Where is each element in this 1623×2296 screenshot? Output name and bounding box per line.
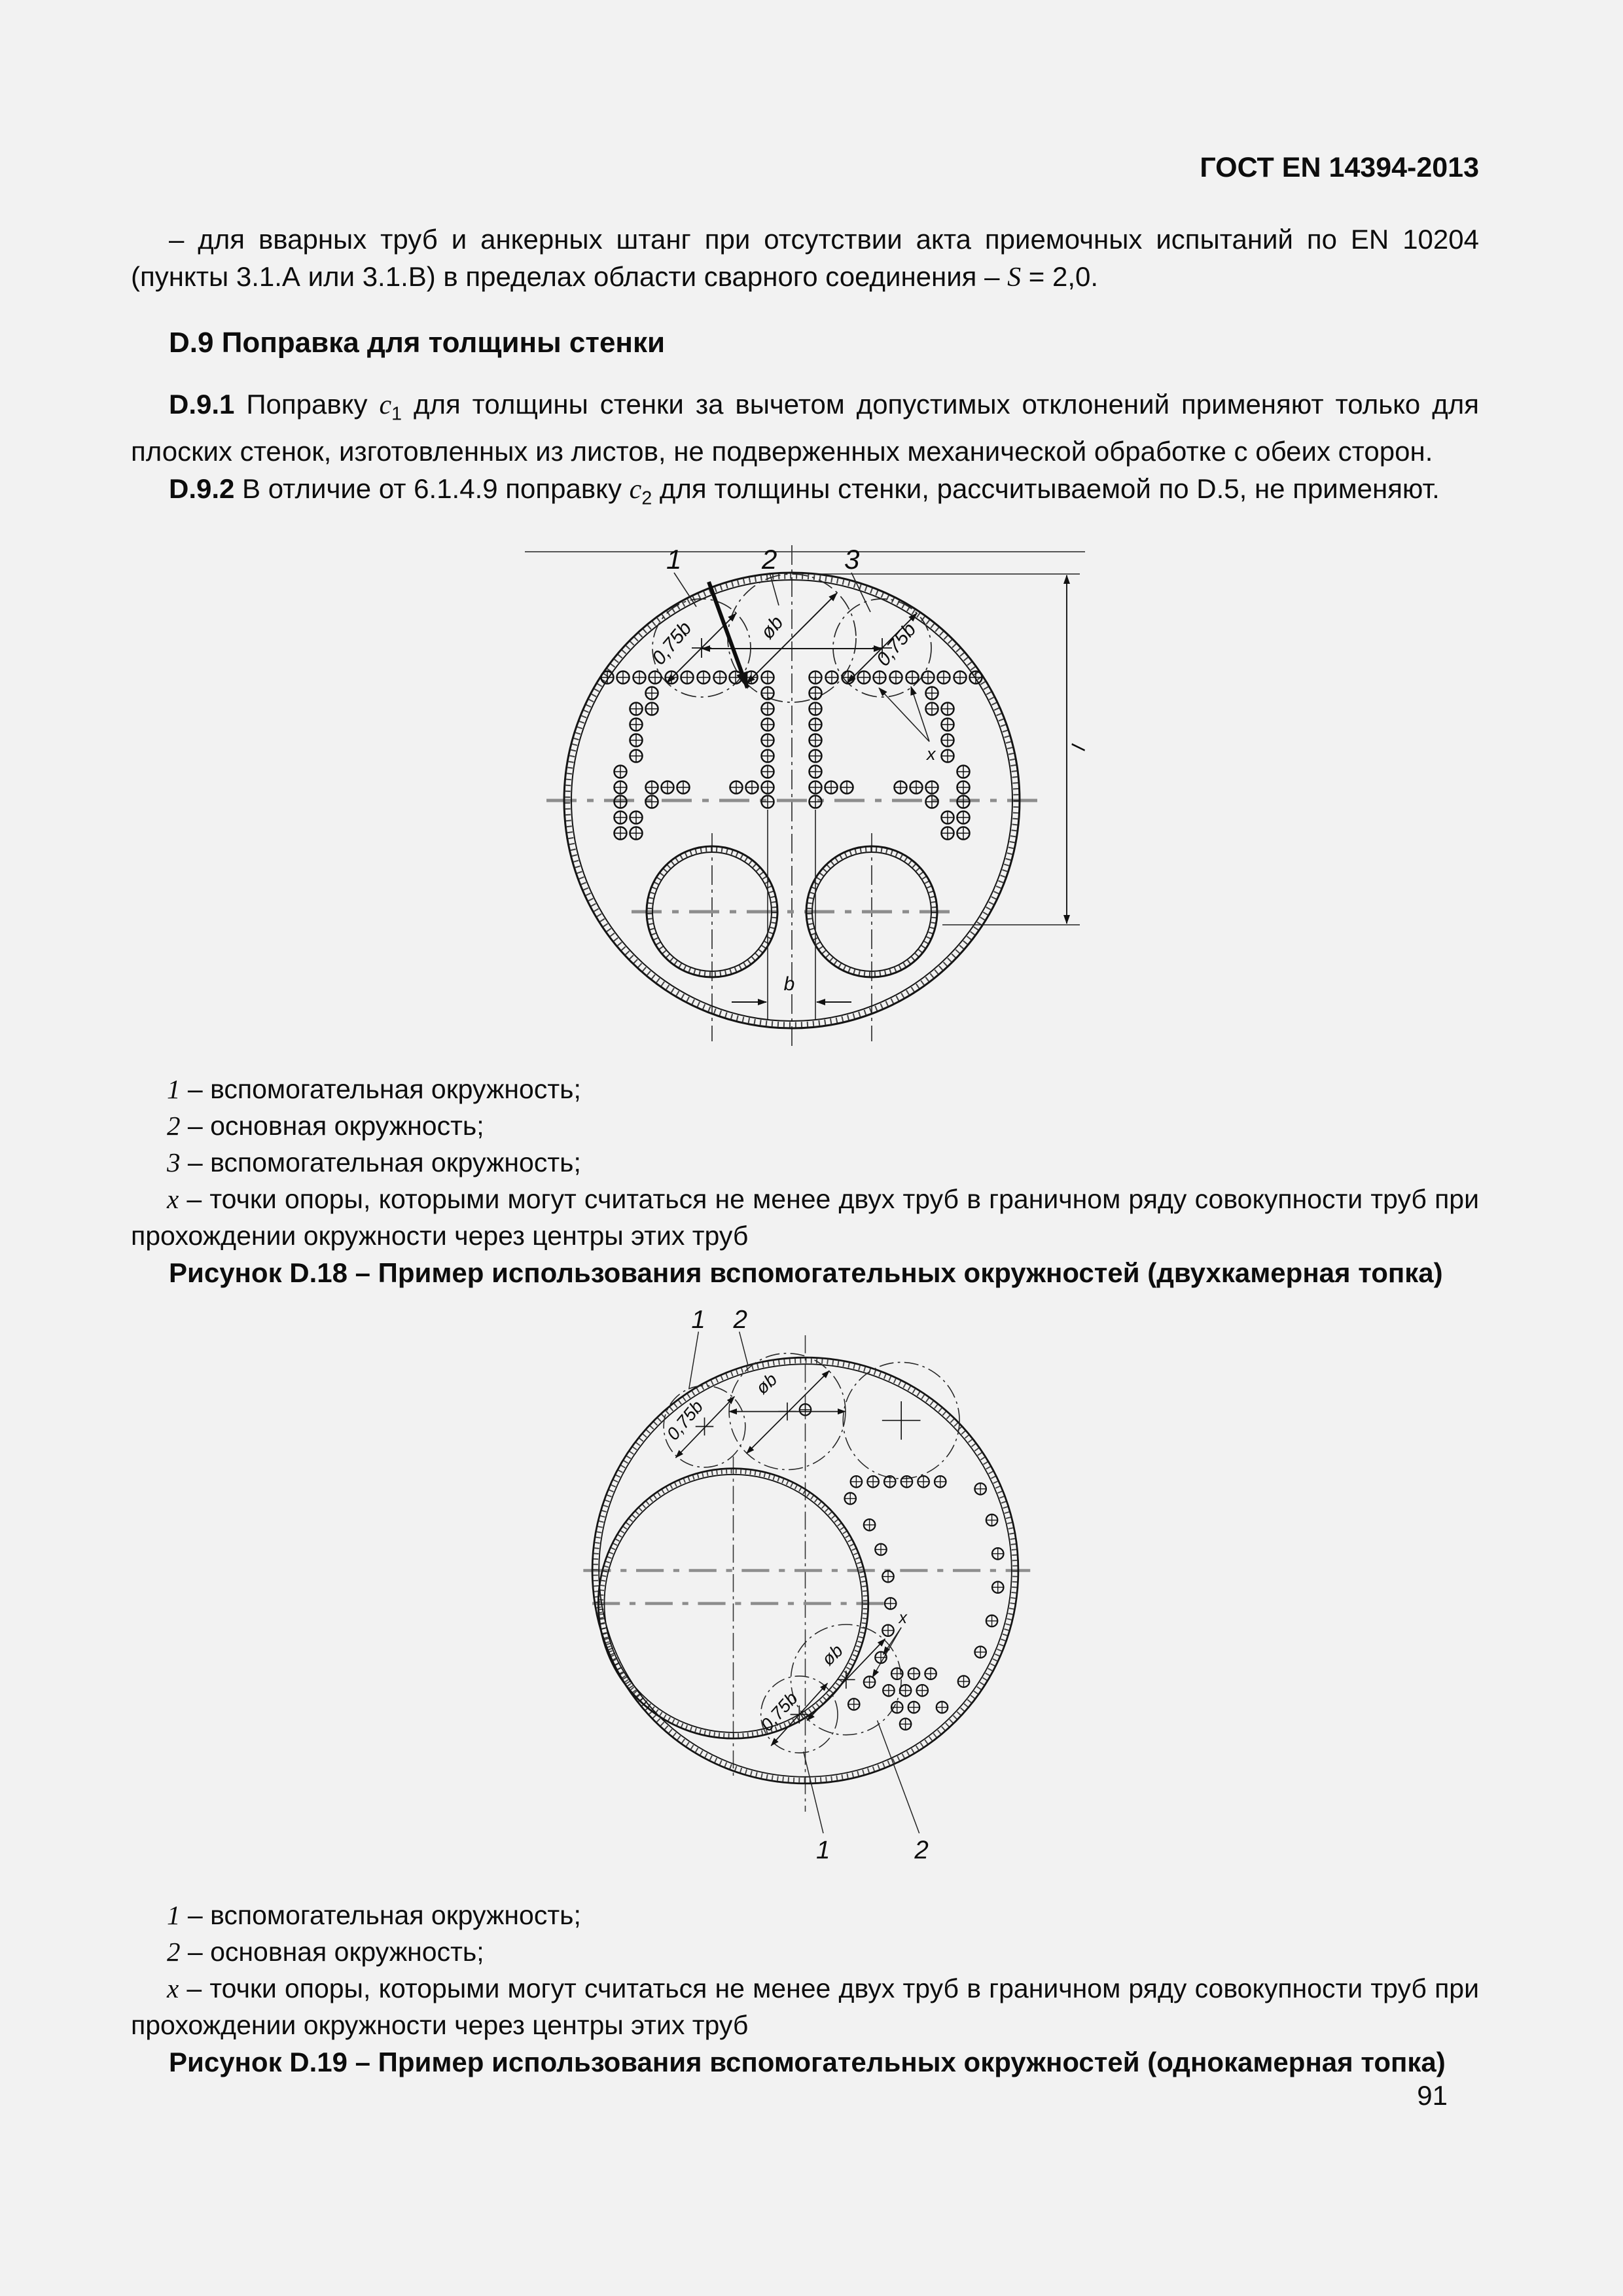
page-content: [131, 152, 1479, 2081]
legend-item: [131, 1970, 1479, 2043]
dim-l-label: l: [1068, 742, 1090, 753]
dim-075b-bottom: 0,75b: [756, 1687, 802, 1735]
figure-d18-drawing: [510, 527, 1099, 1050]
main-b-diameter-arrow: [807, 1639, 885, 1721]
paragraph-d91: [131, 386, 1479, 470]
paragraph-d92-text-end: для толщины стенки, рассчитываемой по D.5, не применяют.: [652, 473, 1440, 505]
leader-2-top: [739, 1331, 748, 1366]
leader-2: [770, 573, 779, 605]
dim-075b-right: 0,75b: [872, 619, 921, 671]
variable-c2: c: [629, 475, 642, 505]
paragraph-d92: [131, 470, 1479, 517]
section-heading-d9: D.9 Поправка для толщины стенки: [169, 327, 666, 359]
variable-c1: c: [379, 390, 392, 420]
legend-text: – вспомогательная окружность;: [180, 1899, 581, 1930]
leader-1-bottom: [803, 1751, 823, 1833]
legend-key: x: [167, 1183, 179, 1214]
legend-key: 3: [167, 1147, 181, 1177]
page-number: 91: [1417, 2080, 1448, 2111]
variable-c1-sub: 1: [391, 403, 402, 425]
callout-2-bottom: 2: [914, 1836, 929, 1865]
intro-text-end: = 2,0.: [1021, 261, 1099, 292]
callout-1: 1: [666, 543, 682, 575]
figure-d19: [131, 1300, 1479, 1880]
main-circle-diameter-arrow: [747, 593, 837, 683]
legend-text: – точки опоры, которыми могут считаться не менее двух труб в граничном ряду совокупности труб при прохождении окружности через центры этих труб: [131, 1973, 1479, 2040]
legend-text: – вспомогательная окружность;: [180, 1147, 581, 1177]
doc-header-title: ГОСТ EN 14394-2013: [1200, 152, 1479, 183]
legend-text: – точки опоры, которыми могут считаться не менее двух труб в граничном ряду совокупности труб при прохождении окружности через центры этих труб: [131, 1183, 1479, 1251]
figure-d19-caption: Рисунок D.19 – Пример использования вспомогательных окружностей (однокамерная топка): [169, 2046, 1446, 2077]
dim-phib-top: øb: [751, 1369, 781, 1398]
paragraph-d91-text-end: для толщины стенки за вычетом допустимых отклонений применяют только для плоских стенок, изготовленных из листов, не подверженных механической обработке с обеих сторон.: [131, 389, 1479, 467]
dim-phib-bottom: øb: [817, 1640, 847, 1670]
dim-075b-left: 0,75b: [647, 617, 696, 670]
variable-c2-sub: 2: [641, 488, 652, 509]
intro-variable-s: S: [1007, 262, 1022, 293]
legend-item: [131, 1897, 1479, 1933]
legend-key: x: [167, 1973, 179, 2003]
figure-d18-caption: Рисунок D.18 – Пример использования вспомогательных окружностей (двухкамерная топка): [169, 1257, 1443, 1288]
legend-item: [131, 1107, 1479, 1144]
leader-2-bottom: [877, 1720, 919, 1833]
callout-3: 3: [844, 543, 860, 575]
legend-key: 1: [167, 1073, 181, 1104]
figure-d19-drawing: [541, 1300, 1069, 1876]
intro-paragraph: [131, 221, 1479, 296]
x-label: x: [899, 1609, 907, 1627]
paragraph-d91-text: Поправку: [234, 389, 380, 420]
legend-key: 2: [167, 1110, 181, 1141]
callout-2-top: 2: [733, 1305, 747, 1334]
legend-item: [131, 1144, 1479, 1181]
x-label: x: [927, 744, 936, 764]
x-arrow-1: [879, 688, 929, 742]
clause-number-d91: D.9.1: [169, 389, 235, 420]
legend-item: [131, 1933, 1479, 1970]
callout-2: 2: [762, 543, 777, 575]
leader-3: [851, 573, 870, 612]
dim-b-label: b: [783, 973, 795, 995]
legend-key: 1: [167, 1899, 181, 1930]
figure-d18-legend: [131, 1071, 1479, 1254]
dim-075b-top: 0,75b: [662, 1396, 707, 1444]
legend-item: [131, 1071, 1479, 1107]
intro-text: – для вварных труб и анкерных штанг при отсутствии акта приемочных испытаний по EN 10204 (пункты 3.1.А или 3.1.В) в пределах области сварного соединения –: [131, 224, 1479, 292]
legend-key: 2: [167, 1936, 181, 1967]
legend-text: – основная окружность;: [180, 1110, 484, 1141]
legend-text: – вспомогательная окружность;: [180, 1073, 581, 1104]
figure-d18: [131, 527, 1479, 1054]
callout-1-bottom: 1: [815, 1836, 830, 1865]
legend-item: [131, 1181, 1479, 1254]
figure-d19-legend: [131, 1897, 1479, 2043]
leader-1-top: [688, 1331, 698, 1389]
callout-1-top: 1: [690, 1305, 705, 1334]
paragraph-d92-text: В отличие от 6.1.4.9 поправку: [234, 473, 630, 505]
clause-number-d92: D.9.2: [169, 473, 235, 505]
legend-text: – основная окружность;: [180, 1936, 484, 1967]
dim-phib: øb: [756, 611, 788, 643]
